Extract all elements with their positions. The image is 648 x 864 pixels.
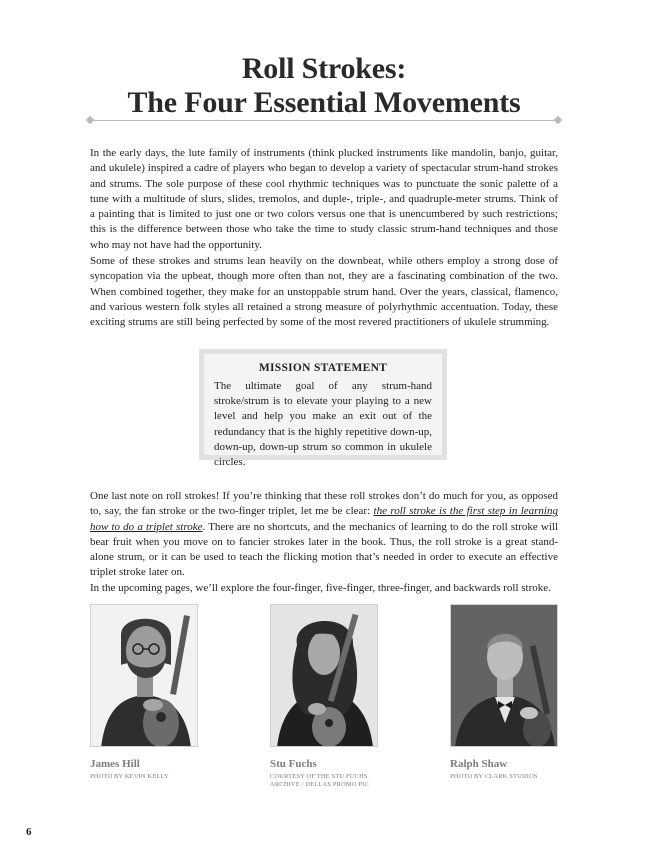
page-number: 6 xyxy=(26,826,32,838)
mission-statement-text: The ultimate goal of any strum-hand stroke/strum is to elevate your playing to a new level and help you make an exit out of the redundancy that is the highly repetitive down-up, down-up, down-up strum so common in ukulele circles. xyxy=(214,380,432,469)
portrait-stu-fuchs-image xyxy=(271,605,378,747)
note-text-start: One last note on roll strokes! If you’re thinking that these roll strokes don’t do much for you, as opposed to, say, the fan stroke or the two-finger triplet, let me be clear: xyxy=(90,490,558,518)
caption-credit-stu-fuchs: COURTESY OF THE STU FUCHS ARCHIVE / DELLAS PROMO PIC xyxy=(270,773,369,788)
caption-credit-ralph-shaw: PHOTO BY CLARK STUDIOS xyxy=(450,773,538,780)
title-divider xyxy=(90,120,558,121)
mission-statement-inner xyxy=(204,354,442,469)
page-title xyxy=(0,52,648,120)
upcoming-pages-paragraph: In the upcoming pages, we’ll explore the four-finger, five-finger, three-finger, and backwards roll stroke. xyxy=(90,582,551,594)
photo-ralph-shaw xyxy=(450,604,558,747)
caption-name-ralph-shaw: Ralph Shaw xyxy=(450,758,508,770)
mission-statement-box xyxy=(199,349,447,469)
note-text-end: . There are no shortcuts, and the mechanics of learning to do the roll stroke will bear fruit when you move on to fancier strokes later in the book. Thus, the roll stroke is a great stand-alone strum, or it can be used to teach the flicking motion that’s needed in order to execute an effective triplet stroke later on. xyxy=(90,520,558,579)
page-title-line-1: Roll Strokes: xyxy=(241,52,407,85)
caption-credit-james-hill: PHOTO BY KEVIN KELLY xyxy=(90,773,169,780)
page-title-line-2: The Four Essential Movements xyxy=(127,86,521,119)
roll-stroke-note-paragraph xyxy=(90,489,558,581)
photo-stu-fuchs xyxy=(270,604,378,747)
photo-james-hill xyxy=(90,604,198,747)
caption-name-james-hill: James Hill xyxy=(90,758,140,770)
intro-paragraph: In the early days, the lute family of instruments (think plucked instruments like mandolin, banjo, guitar, and ukulele) inspired a cadre of players who began to develop a variety of spectacular strum-hand strokes and strums. The sole purpose of these cool rhythmic techniques was to punctuate the sonic palette of a tune with a multitude of slurs, slides, tremolos, and duple-, triple-, and quadruple-meter strums. Think of a painting that is limited to just one or two colors versus one that is unencumbered by such restrictions; this is the difference between those who take the time to study classic strum-hand techniques and those who may not have had the opportunity. xyxy=(90,147,558,251)
mission-statement-heading: MISSION STATEMENT xyxy=(258,362,388,374)
portrait-james-hill-image xyxy=(91,605,198,747)
strum-styles-paragraph: Some of these strokes and strums lean heavily on the downbeat, while others employ a strong dose of syncopation via the upbeat, though more often than not, they are a fascinating combination of the two. When combined together, they make for an unstoppable strum hand. Over the years, classical, flamenco, and various western folk styles all retained a strong measure of polyrhythmic accentuation. Today, these exciting strums are still being perfected by some of the most revered practitioners of ukulele strumming. xyxy=(90,255,558,329)
caption-name-stu-fuchs: Stu Fuchs xyxy=(270,758,317,770)
portrait-ralph-shaw-image xyxy=(451,605,558,747)
note-emphasis: the roll stroke is the first step in learning how to do a triplet stroke xyxy=(90,505,558,533)
